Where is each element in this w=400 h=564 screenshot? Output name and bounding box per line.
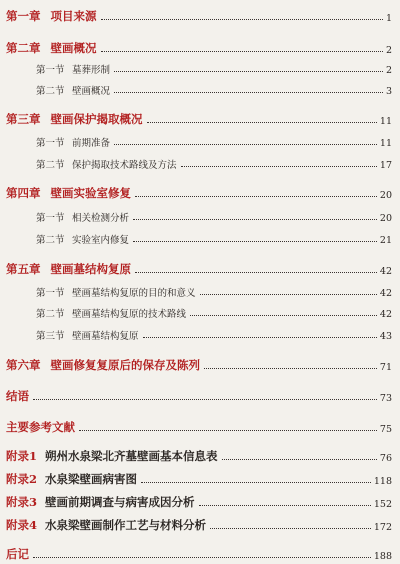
page-number: 76 <box>379 453 392 464</box>
toc-entry-section[interactable] <box>0 304 400 320</box>
dot-leader <box>114 144 377 145</box>
toc-entry-section[interactable] <box>0 230 400 246</box>
page-number: 172 <box>373 522 392 533</box>
toc-entry-conclusion[interactable] <box>0 388 400 404</box>
dot-leader <box>133 219 377 220</box>
page-number: 73 <box>379 393 392 404</box>
page-number: 188 <box>373 551 392 562</box>
entry-label: 结语 <box>6 389 29 403</box>
toc-entry-appendix-3[interactable] <box>0 494 400 510</box>
toc-entry-section[interactable] <box>0 283 400 299</box>
toc-entry-section[interactable] <box>0 60 400 76</box>
entry-label: 主要参考文献 <box>6 420 75 434</box>
toc-entry-afterword[interactable] <box>0 546 400 562</box>
dot-leader <box>114 92 383 93</box>
dot-leader <box>200 294 377 295</box>
dot-leader <box>199 505 371 506</box>
dot-leader <box>33 557 371 558</box>
toc-entry-appendix-1[interactable] <box>0 448 400 464</box>
entry-label: 第四章 壁画实验室修复 <box>6 186 131 200</box>
page-number: 20 <box>379 190 392 201</box>
dot-leader <box>101 19 383 20</box>
toc-entry-section[interactable] <box>0 208 400 224</box>
entry-label: 附录1 朔州水泉梁北齐墓壁画基本信息表 <box>6 449 218 463</box>
page-number: 2 <box>385 65 392 76</box>
entry-label: 附录3 壁画前期调查与病害成因分析 <box>6 495 195 509</box>
dot-leader <box>135 196 377 197</box>
toc-entry-section[interactable] <box>0 81 400 97</box>
dot-leader <box>101 51 383 52</box>
toc-entry-chapter-3[interactable] <box>0 111 400 127</box>
dot-leader <box>181 166 377 167</box>
dot-leader <box>141 482 371 483</box>
entry-label: 附录2 水泉梁壁画病害图 <box>6 472 138 486</box>
page-number: 42 <box>379 288 392 299</box>
page-number: 17 <box>379 160 392 171</box>
page-number: 118 <box>373 476 392 487</box>
entry-label: 第一节 相关检测分析 <box>36 213 130 224</box>
page-number: 42 <box>379 266 392 277</box>
page-number: 43 <box>379 331 392 342</box>
toc-entry-section[interactable] <box>0 326 400 342</box>
toc-entry-chapter-2[interactable] <box>0 40 400 56</box>
toc-entry-appendix-4[interactable] <box>0 517 400 533</box>
dot-leader <box>114 71 383 72</box>
entry-label: 第五章 壁画墓结构复原 <box>6 262 131 276</box>
page-number: 152 <box>373 499 392 510</box>
dot-leader <box>204 368 377 369</box>
entry-label: 第二节 壁画概况 <box>36 86 111 97</box>
entry-label: 第一节 前期准备 <box>36 138 111 149</box>
entry-label: 第一节 墓葬形制 <box>36 65 111 76</box>
toc-entry-references[interactable] <box>0 419 400 435</box>
entry-label: 附录4 水泉梁壁画制作工艺与材料分析 <box>6 518 207 532</box>
entry-label: 后记 <box>6 547 29 561</box>
toc-entry-chapter-1[interactable] <box>0 8 400 24</box>
toc-entry-chapter-5[interactable] <box>0 261 400 277</box>
entry-label: 第二节 实验室内修复 <box>36 235 130 246</box>
dot-leader <box>79 430 377 431</box>
toc-entry-chapter-4[interactable] <box>0 185 400 201</box>
entry-label: 第三节 壁画墓结构复原 <box>36 331 139 342</box>
page-number: 2 <box>385 45 392 56</box>
page-number: 11 <box>379 116 392 127</box>
dot-leader <box>210 528 371 529</box>
dot-leader <box>222 459 377 460</box>
toc-entry-section[interactable] <box>0 133 400 149</box>
page-number: 21 <box>379 235 392 246</box>
toc-entry-appendix-2[interactable] <box>0 471 400 487</box>
entry-label: 第二节 保护揭取技术路线及方法 <box>36 160 177 171</box>
toc-entry-chapter-6[interactable] <box>0 357 400 373</box>
page-number: 11 <box>379 138 392 149</box>
entry-label: 第二节 壁画墓结构复原的技术路线 <box>36 309 187 320</box>
page-number: 20 <box>379 213 392 224</box>
dot-leader <box>33 399 377 400</box>
page-number: 75 <box>379 424 392 435</box>
dot-leader <box>143 337 377 338</box>
dot-leader <box>147 122 377 123</box>
entry-label: 第一章 项目来源 <box>6 9 97 23</box>
entry-label: 第一节 壁画墓结构复原的目的和意义 <box>36 288 196 299</box>
dot-leader <box>190 315 377 316</box>
toc-entry-section[interactable] <box>0 155 400 171</box>
page-number: 1 <box>385 13 392 24</box>
entry-label: 第三章 壁画保护揭取概况 <box>6 112 143 126</box>
page-number: 42 <box>379 309 392 320</box>
entry-label: 第二章 壁画概况 <box>6 41 97 55</box>
dot-leader <box>133 241 377 242</box>
entry-label: 第六章 壁画修复复原后的保存及陈列 <box>6 358 200 372</box>
page-number: 3 <box>385 86 392 97</box>
dot-leader <box>135 272 377 273</box>
page-number: 71 <box>379 362 392 373</box>
